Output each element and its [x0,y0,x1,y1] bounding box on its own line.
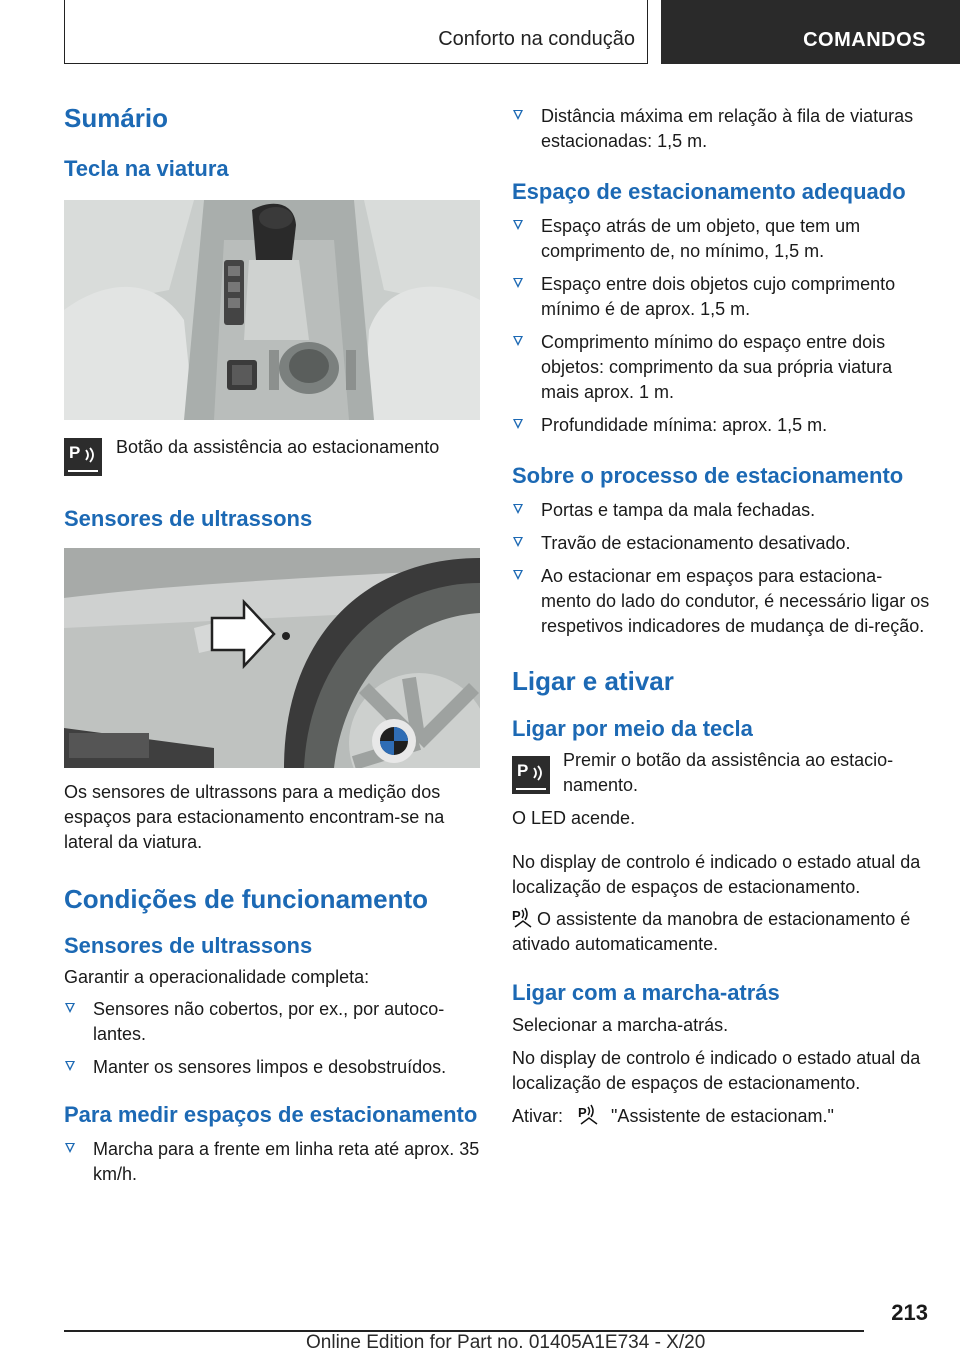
sensor-photo [64,548,480,768]
list-item: Marcha para a frente em linha reta até aprox. 35 km/h. [64,1137,482,1187]
triangle-bullet-icon [513,220,523,230]
list-item: Espaço entre dois objetos cujo comprimento mínimo é de aprox. 1,5 m. [512,272,932,322]
triangle-bullet-icon [65,1003,75,1013]
list-item: Espaço atrás de um objeto, que tem um comprimento de, no mínimo, 1,5 m. [512,214,932,264]
space-list [512,214,932,438]
triangle-bullet-icon [513,278,523,288]
list-item: Comprimento mínimo do espaço entre dois objetos: comprimento da sua própria viatura mais aprox. 1 m. [512,330,932,405]
button-instruction: Premir o botão da assistência ao estacio-namento. [563,750,894,795]
list-item: Distância máxima em relação à fila de viaturas estacionadas: 1,5 m. [512,104,932,154]
display-text-2: No display de controlo é indicado o estado atual da localização de espaços de estacionamento. [512,1048,921,1093]
park-assist-symbol-icon [578,1104,598,1126]
activate-menu-path: Ativar: P "Assistente de estacionam." [512,1105,834,1126]
button-instruction-row [512,750,932,800]
svg-text:P: P [512,908,521,923]
summary-heading: Sumário [64,103,169,133]
triangle-bullet-icon [513,336,523,346]
display-text: No display de controlo é indicado o estado atual da localização de espaços de estacionamento. [512,852,921,897]
list-item: Portas e tampa da mala fechadas. [512,498,932,523]
header-chapter-title: COMANDOS [803,29,926,51]
cond-sensors-list [64,997,482,1080]
sensors-heading: Sensores de ultrassons [64,506,313,531]
measure-list [64,1137,482,1187]
cond-sensors-heading: Sensores de ultrassons [64,933,313,958]
cond-sensors-text: Garantir a operacionalidade completa: [64,967,370,987]
process-heading: Sobre o processo de estacionamento [512,463,904,488]
list-item: Manter os sensores limpos e desobstruídos. [64,1055,482,1080]
activate-heading: Ligar e ativar [512,666,674,696]
key-heading: Tecla na viatura [64,156,229,181]
triangle-bullet-icon [65,1143,75,1153]
list-item: Travão de estacionamento desativado. [512,531,932,556]
measure-heading: Para medir espaços de estacionamento [64,1102,478,1127]
process-list [512,498,932,639]
led-text: O LED acende. [512,808,636,828]
measure-list-continued [512,104,932,154]
key-caption: Botão da assistência ao estacionamento [116,437,440,457]
header-chapter-tab[interactable] [661,0,960,64]
triangle-bullet-icon [65,1061,75,1071]
triangle-bullet-icon [513,504,523,514]
sensors-description: Os sensores de ultrassons para a medição dos espaços para estacionamento encontram-se na lateral da viatura. [64,782,445,852]
park-assist-button-icon: P [512,756,550,794]
triangle-bullet-icon [513,419,523,429]
space-heading: Espaço de estacionamento adequado [512,179,906,204]
reverse-text: Selecionar a marcha-atrás. [512,1015,729,1035]
console-photo [64,200,480,420]
park-assist-symbol-icon [512,907,532,929]
svg-text:P: P [578,1105,587,1120]
conditions-heading: Condições de funcionamento [64,884,429,914]
edition-note: Online Edition for Part no. 01405A1E734 - X/20 [306,1332,706,1353]
right-column [512,104,932,1129]
auto-activation-paragraph: P O assistente da manobra de estacionamento é ativado automaticamente. [512,908,911,954]
left-column [64,102,482,1187]
list-item: Ao estacionar em espaços para estaciona-mento do lado do condutor, é necessário ligar os respetivos indicadores de mudança de di-reção. [512,564,932,639]
header-section-title: Conforto na condução [438,28,635,50]
triangle-bullet-icon [513,537,523,547]
list-item: Profundidade mínima: aprox. 1,5 m. [512,413,932,438]
park-assist-button-icon: P [64,438,102,476]
button-heading: Ligar por meio da tecla [512,716,753,741]
list-item: Sensores não cobertos, por ex., por autoco-lantes. [64,997,482,1047]
triangle-bullet-icon [513,110,523,120]
key-caption-row [64,438,482,483]
reverse-heading: Ligar com a marcha-atrás [512,980,780,1005]
page-number: 213 [891,1300,928,1325]
triangle-bullet-icon [513,570,523,580]
header-section-box [64,0,648,64]
